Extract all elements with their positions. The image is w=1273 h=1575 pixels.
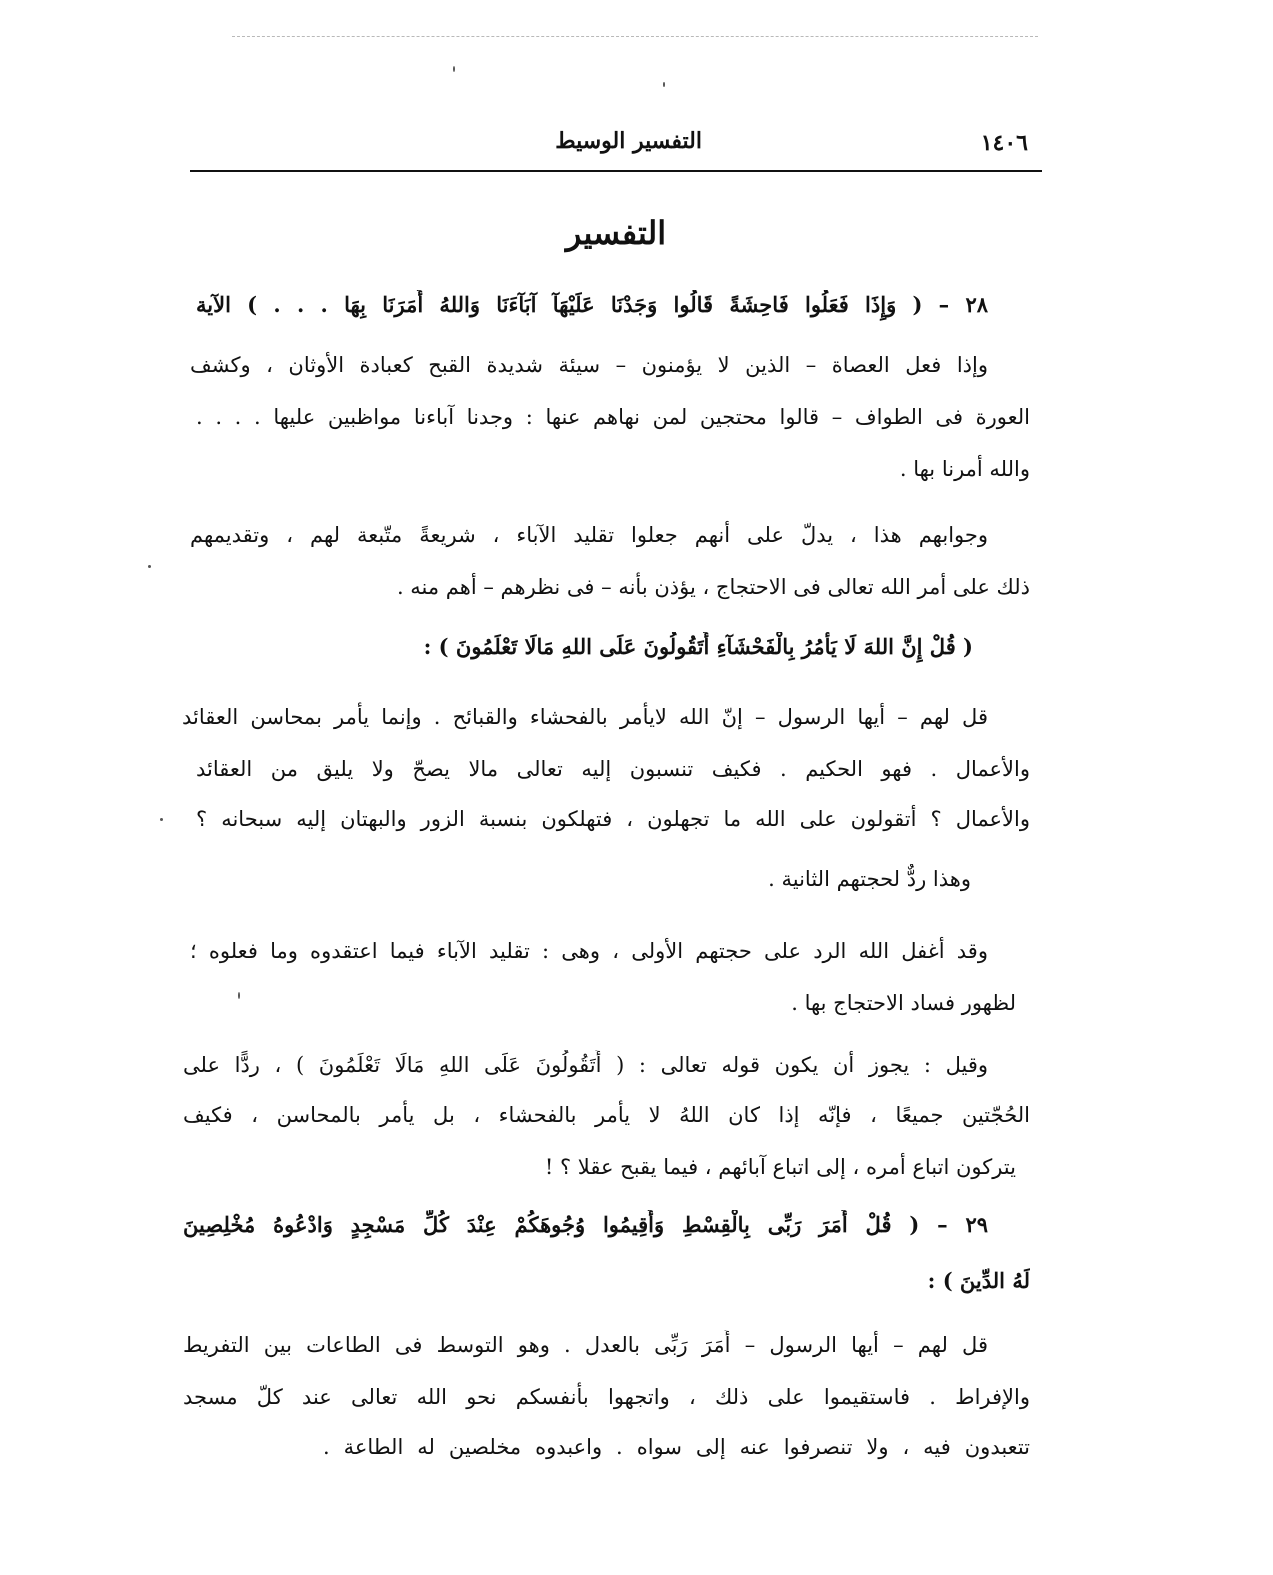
text-line: وإذا فعل العصاة – الذين لا يؤمنون – سيئة شديدة القبح كعبادة الأوثان ، وكشف <box>190 353 988 377</box>
verse-line: لَهُ الدِّينَ ) : <box>927 1268 1030 1293</box>
verse-line: ( قُلْ إِنَّ اللهَ لَا يَأْمُرُ بِالْفَحْشَآءِ أَتَقُولُونَ عَلَى اللهِ مَالَا تَعْلَمُونَ ) : <box>423 634 973 659</box>
text-line: وهذا ردٌّ لحجتهم الثانية . <box>768 867 971 891</box>
text-line: الحُجّتين جميعًا ، فإنّه إذا كان اللهُ لا يأمر بالفحشاء ، بل يأمر بالمحاسن ، فكيف <box>183 1103 1030 1127</box>
text-line: والأعمال ؟ أتقولون على الله ما تجهلون ، فتهلكون بنسبة الزور والبهتان إليه سبحانه ؟ <box>196 807 1030 831</box>
verse-line: ٢٨ – ( وَإِذَا فَعَلُوا فَاحِشَةً قَالُوا وَجَدْنَا عَلَيْهَآ آبَآءَنَا وَاللهُ أَمَرَنَا بِهَا . . . ) الآية <box>196 292 988 317</box>
text-line: العورة فى الطواف – قالوا محتجين لمن نهاهم عنها : وجدنا آباءنا مواظبين عليها . . . . <box>196 405 1030 429</box>
text-line: لظهور فساد الاحتجاج بها . <box>791 991 1016 1015</box>
verse-line: ٢٩ – ( قُلْ أَمَرَ رَبِّى بِالْقِسْطِ وَأَقِيمُوا وُجُوهَكُمْ عِنْدَ كُلِّ مَسْجِدٍ وَادْعُوهُ مُخْلِصِينَ <box>183 1212 988 1237</box>
text-line: وقد أغفل الله الرد على حجتهم الأولى ، وهى : تقليد الآباء فيما اعتقدوه وما فعلوه ؛ <box>190 939 988 963</box>
text-line: قل لهم – أيها الرسول – إنّ الله لايأمر بالفحشاء والقبائح . وإنما يأمر بمحاسن العقائد <box>182 705 988 729</box>
section-title: التفسير <box>565 214 667 252</box>
text-line: والأعمال . فهو الحكيم . فكيف تنسبون إليه تعالى مالا يصحّ ولا يليق من العقائد <box>196 757 1030 781</box>
text-line: والله أمرنا بها . <box>899 457 1030 481</box>
page-number: ١٤٠٦ <box>980 130 1028 156</box>
text-line: والإفراط . فاستقيموا على ذلك ، واتجهوا بأنفسكم نحو الله تعالى عند كلّ مسجد <box>183 1385 1030 1409</box>
text-line: يتركون اتباع أمره ، إلى اتباع آبائهم ، فيما يقبح عقلا ؟ ! <box>544 1155 1016 1179</box>
text-line: وقيل : يجوز أن يكون قوله تعالى : ( أَتَقُولُونَ عَلَى اللهِ مَالَا تَعْلَمُونَ ) ، ردًّا على <box>183 1053 988 1077</box>
text-line: ذلك على أمر الله تعالى فى الاحتجاج ، يؤذن بأنه – فى نظرهم – أهم منه . <box>396 575 1030 599</box>
text-line: وجوابهم هذا ، يدلّ على أنهم جعلوا تقليد الآباء ، شريعةً متّبعة لهم ، وتقديمهم <box>190 523 988 547</box>
running-title: التفسير الوسيط <box>555 128 702 154</box>
text-line: تتعبدون فيه ، ولا تنصرفوا عنه إلى سواه . واعبدوه مخلصين له الطاعة . <box>323 1435 1030 1459</box>
text-line: قل لهم – أيها الرسول – أَمَرَ رَبِّى بالعدل . وهو التوسط فى الطاعات بين التفريط <box>183 1333 988 1357</box>
